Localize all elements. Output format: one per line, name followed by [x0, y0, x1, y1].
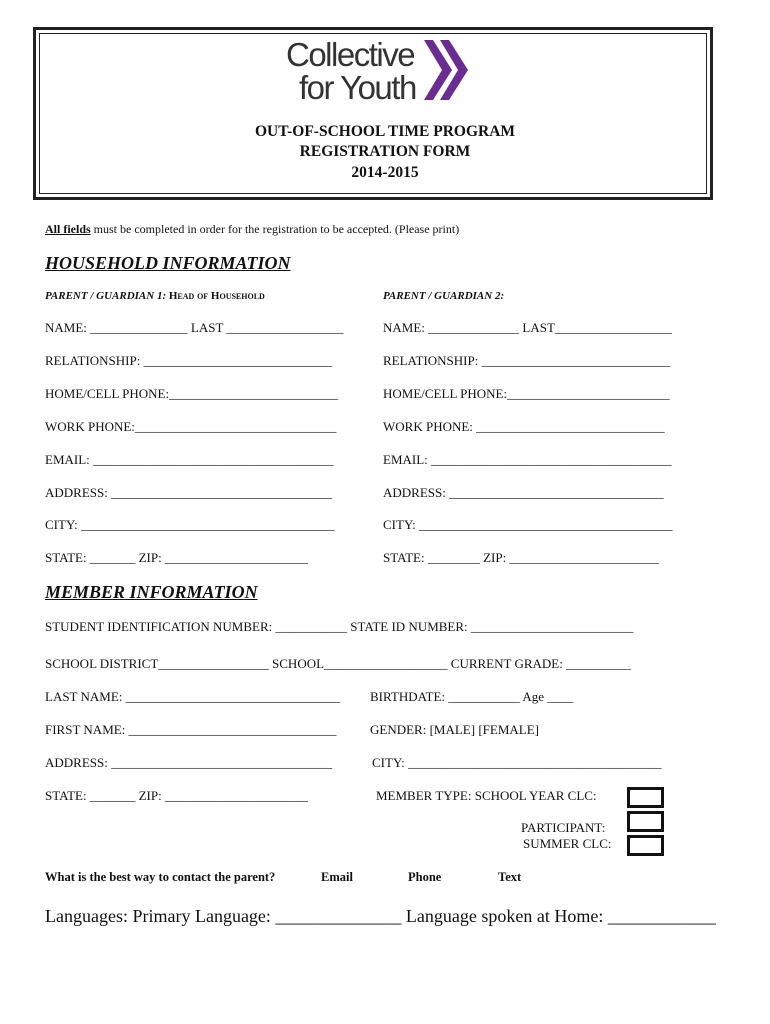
g1-email-field[interactable]: EMAIL: _____________________________________: [45, 452, 334, 467]
contact-option-email[interactable]: Email: [321, 870, 353, 884]
participant-checkbox[interactable]: [627, 811, 664, 832]
first-name-field[interactable]: FIRST NAME: ________________________________: [45, 722, 337, 737]
g1-city-field[interactable]: CITY: _______________________________________: [45, 517, 335, 532]
g2-state-zip-field[interactable]: STATE: ________ ZIP: _______________________: [383, 550, 659, 565]
member-state-zip-field[interactable]: STATE: _______ ZIP: ______________________: [45, 788, 308, 803]
g2-address-field[interactable]: ADDRESS: _________________________________: [383, 485, 664, 500]
member-type-label: MEMBER TYPE: SCHOOL YEAR CLC:: [376, 788, 597, 803]
chevron-icon: [424, 40, 468, 100]
g2-city-field[interactable]: CITY: _______________________________________: [383, 517, 673, 532]
participant-label: PARTICIPANT:: [521, 820, 606, 835]
guardian2-label: PARENT / GUARDIAN 2:: [383, 290, 505, 302]
school-year-clc-checkbox[interactable]: [627, 787, 664, 808]
last-name-field[interactable]: LAST NAME: _________________________________: [45, 689, 341, 704]
g2-home-phone-field[interactable]: HOME/CELL PHONE:_________________________: [383, 386, 670, 401]
summer-clc-checkbox[interactable]: [627, 835, 664, 856]
instruction-text: All fields must be completed in order for the registration to be accepted. (Please print): [45, 222, 460, 236]
member-city-field[interactable]: CITY: _______________________________________: [372, 755, 662, 770]
guardian1-label: PARENT / GUARDIAN 1: Head of Household: [45, 290, 265, 302]
g2-work-phone-field[interactable]: WORK PHONE: _____________________________: [383, 419, 665, 434]
form-title-line2: REGISTRATION FORM: [299, 143, 471, 160]
member-address-field[interactable]: ADDRESS: __________________________________: [45, 755, 333, 770]
gender-field[interactable]: GENDER: [MALE] [FEMALE]: [370, 722, 539, 737]
g2-relationship-field[interactable]: RELATIONSHIP: _____________________________: [383, 353, 671, 368]
brand-logo: [284, 36, 474, 106]
g1-work-phone-field[interactable]: WORK PHONE:_______________________________: [45, 419, 337, 434]
brand-line1: Collective: [286, 36, 415, 73]
contact-option-phone[interactable]: Phone: [408, 870, 442, 884]
brand-line2: for Youth: [299, 69, 416, 106]
g1-address-field[interactable]: ADDRESS: __________________________________: [45, 485, 333, 500]
g1-relationship-field[interactable]: RELATIONSHIP: _____________________________: [45, 353, 333, 368]
birthdate-field[interactable]: BIRTHDATE: ___________ Age ____: [370, 689, 574, 704]
contact-option-text[interactable]: Text: [498, 870, 522, 884]
student-id-field[interactable]: STUDENT IDENTIFICATION NUMBER: ___________ STATE ID NUMBER: _________________________: [45, 619, 634, 634]
contact-question: What is the best way to contact the parent?: [45, 870, 276, 884]
g2-email-field[interactable]: EMAIL: _____________________________________: [383, 452, 672, 467]
form-title-line1: OUT-OF-SCHOOL TIME PROGRAM: [254, 123, 516, 140]
summer-clc-label: SUMMER CLC:: [523, 836, 612, 851]
form-title-year: 2014-2015: [351, 164, 419, 181]
g1-home-phone-field[interactable]: HOME/CELL PHONE:__________________________: [45, 386, 339, 401]
g1-name-field[interactable]: NAME: _______________ LAST __________________: [45, 320, 344, 335]
g1-state-zip-field[interactable]: STATE: _______ ZIP: ______________________: [45, 550, 308, 565]
g2-name-field[interactable]: NAME: ______________ LAST__________________: [383, 320, 672, 335]
school-district-field[interactable]: SCHOOL DISTRICT_________________ SCHOOL___________________ CURRENT GRADE: __________: [45, 656, 632, 671]
household-heading: HOUSEHOLD INFORMATION: [45, 253, 291, 273]
member-heading: MEMBER INFORMATION: [45, 582, 258, 602]
languages-field[interactable]: Languages: Primary Language: ______________ Language spoken at Home: ____________: [45, 906, 716, 926]
